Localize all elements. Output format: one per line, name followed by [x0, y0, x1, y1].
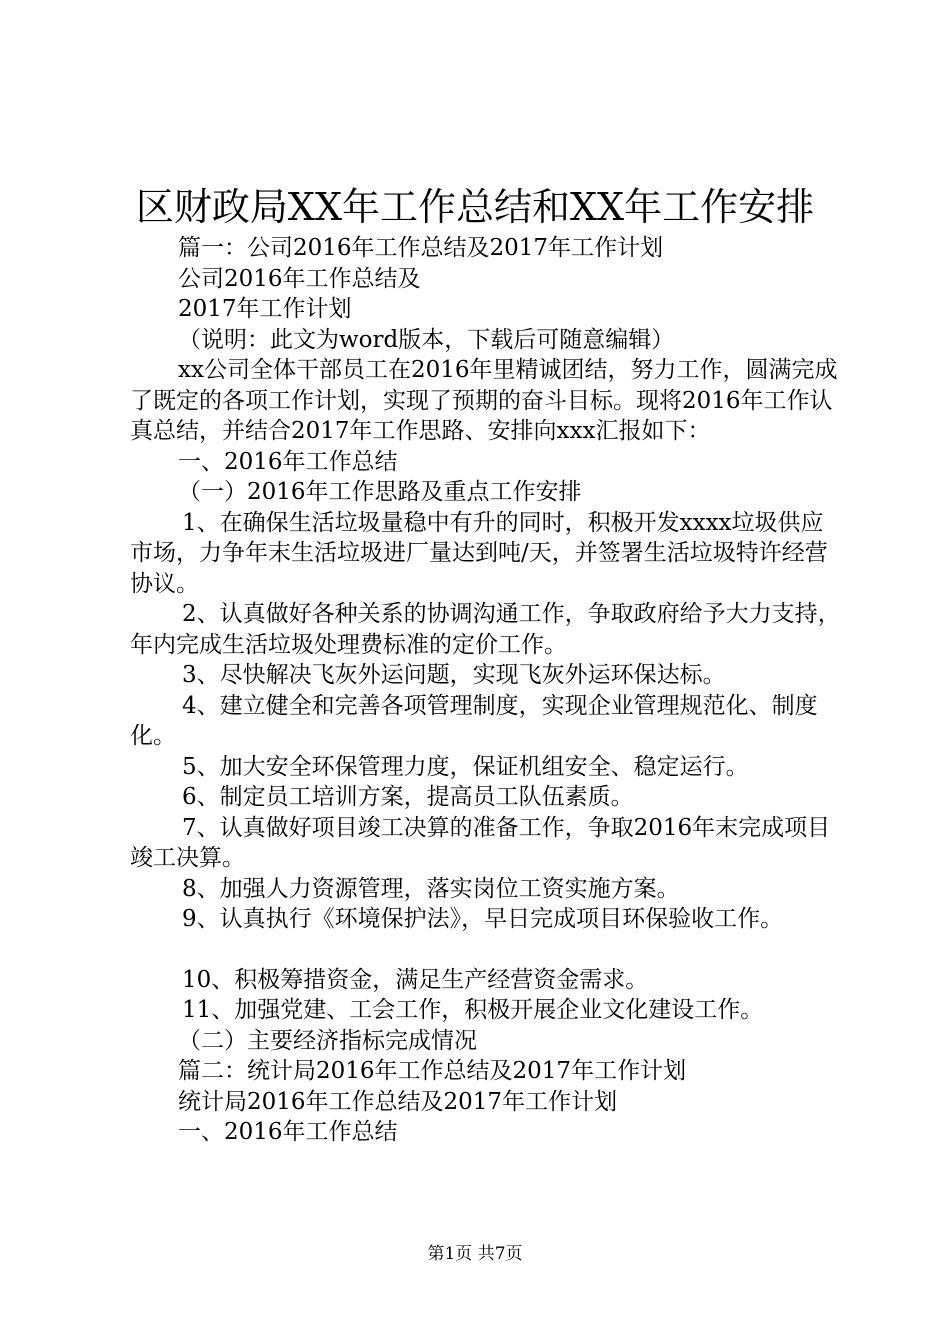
- paragraph: 一、2016年工作总结: [178, 448, 398, 475]
- document-body: [130, 233, 845, 1148]
- paragraph: 7、认真做好项目竣工决算的准备工作，争取2016年末完成项目竣工决算。: [130, 814, 831, 871]
- paragraph: xx公司全体干部员工在2016年里精诚团结，努力工作，圆满完成了既定的各项工作计划，实现了预期的奋斗目标。现将2016年工作认真总结，并结合2017年工作思路、安排向xxx汇报如下：: [130, 357, 838, 444]
- paragraph: 9、认真执行《环境保护法》，早日完成项目环保验收工作。: [182, 906, 784, 932]
- document-title: 区财政局XX年工作总结和XX年工作安排: [135, 185, 815, 229]
- paragraph: 篇二：统计局2016年工作总结及2017年工作计划: [178, 1058, 687, 1084]
- paragraph: 8、加强人力资源管理，落实岗位工资实施方案。: [182, 875, 680, 902]
- page-footer: 第1页 共7页: [427, 1244, 523, 1264]
- paragraph: 篇一：公司2016年工作总结及2017年工作计划: [178, 235, 664, 261]
- paragraph: 11、加强党建、工会工作，积极开展企业文化建设工作。: [182, 997, 764, 1023]
- paragraph: 3、尽快解决飞灰外运问题，实现飞灰外运环保达标。: [182, 662, 726, 688]
- paragraph-gap: [130, 935, 845, 965]
- paragraph: 10、积极筹措资金，满足生产经营资金需求。: [182, 966, 649, 993]
- paragraph: 6、制定员工培训方案，提高员工队伍素质。: [182, 784, 634, 810]
- paragraph: 统计局2016年工作总结及2017年工作计划: [178, 1088, 618, 1115]
- paragraph: 2017年工作计划: [178, 296, 352, 322]
- paragraph: 1、在确保生活垃圾量稳中有升的同时，积极开发xxxx垃圾供应市场，力争年末生活垃圾进厂量达到吨/天，并签署生活垃圾特许经营协议。: [130, 509, 828, 597]
- paragraph: （说明：此文为word版本，下载后可随意编辑）: [178, 326, 675, 353]
- paragraph: 4、建立健全和完善各项管理制度，实现企业管理规范化、制度化。: [130, 692, 818, 749]
- paragraph: 2、认真做好各种关系的协调沟通工作，争取政府给予大力支持，年内完成生活垃圾处理费标准的定价工作。: [130, 601, 841, 658]
- paragraph: （一）2016年工作思路及重点工作安排: [178, 479, 582, 505]
- paragraph: 一、2016年工作总结: [178, 1119, 398, 1145]
- paragraph: 5、加大安全环保管理力度，保证机组安全、稳定运行。: [182, 753, 749, 780]
- paragraph: （二）主要经济指标完成情况: [178, 1027, 477, 1054]
- paragraph: 公司2016年工作总结及: [178, 265, 421, 292]
